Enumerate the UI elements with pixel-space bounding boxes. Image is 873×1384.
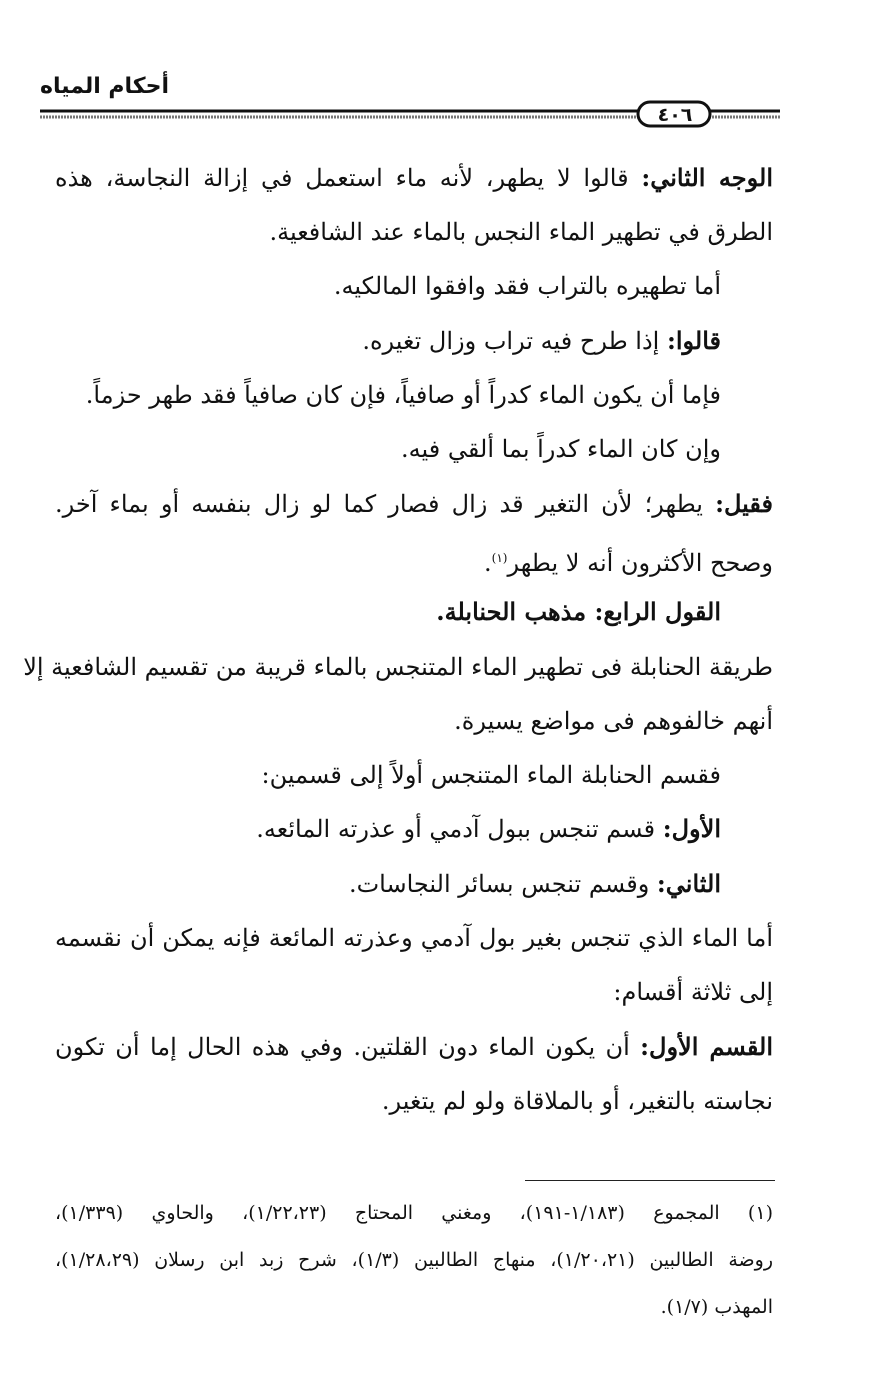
text-line: أما تطهيره بالتراب فقد وافقوا المالكيه.: [333, 272, 721, 300]
text-line: وصحح الأكثرون أنه لا يطهر$^{(١)}$.: [484, 549, 773, 577]
page-number: ٤٠٦: [657, 104, 693, 126]
text-line: فإما أن يكون الماء كدراً أو صافياً، فإن كان صافياً فقد طهر حزماً.: [85, 381, 721, 409]
text-line: إلى ثلاثة أقسام:: [613, 978, 773, 1006]
footnote-marker: (١): [491, 551, 508, 565]
footnote-line: المهذب (١/٧).: [660, 1296, 773, 1318]
text-line: فقسم الحنابلة الماء المتنجس أولاً إلى قسمين:: [261, 761, 721, 789]
text-line: الطرق في تطهير الماء النجس بالماء عند الشافعية.: [269, 218, 773, 246]
text-line: نجاسته بالتغير، أو بالملاقاة ولو لم يتغير.: [381, 1087, 773, 1115]
footnote-line: (١) المجموع (١/١٨٣-١٩١)، ومغني المحتاج (١/٢٢،٢٣)، والحاوي (١/٣٣٩)،: [55, 1202, 773, 1224]
text-line: وإن كان الماء كدراً بما ألقي فيه.: [401, 435, 721, 463]
text-line: قالوا: إذا طرح فيه تراب وزال تغيره.: [362, 326, 721, 355]
footnote-separator: [525, 1180, 775, 1181]
text-line: فقيل: يطهر؛ لأن التغير قد زال فصار كما لو زال بنفسه أو بماء آخر.: [55, 489, 773, 518]
text-line: طريقة الحنابلة فى تطهير الماء المتنجس بالماء قريبة من تقسيم الشافعية إلا: [23, 653, 773, 681]
running-header-title: أحكام المياه: [39, 74, 169, 99]
text-line: أنهم خالفوهم فى مواضع يسيرة.: [454, 707, 773, 735]
text-line: الثاني: وقسم تنجس بسائر النجاسات.: [348, 869, 721, 898]
header-rule: [0, 100, 873, 140]
text-line: الأول: قسم تنجس ببول آدمي أو عذرته المائعه.: [256, 814, 721, 843]
footnote-line: روضة الطالبين (١/٢٠،٢١)، منهاج الطالبين (١/٣)، شرح زبد ابن رسلان (١/٢٨،٢٩)،: [55, 1249, 773, 1271]
text-line: أما الماء الذي تنجس بغير بول آدمي وعذرته المائعة فإنه يمكن أن نقسمه: [55, 924, 773, 952]
section-heading: القول الرابع: مذهب الحنابلة.: [436, 597, 721, 626]
text-line: الوجه الثاني: قالوا لا يطهر، لأنه ماء استعمل في إزالة النجاسة، هذه: [55, 163, 774, 192]
text-line: القسم الأول: أن يكون الماء دون القلتين. وفي هذه الحال إما أن تكون: [55, 1032, 773, 1061]
